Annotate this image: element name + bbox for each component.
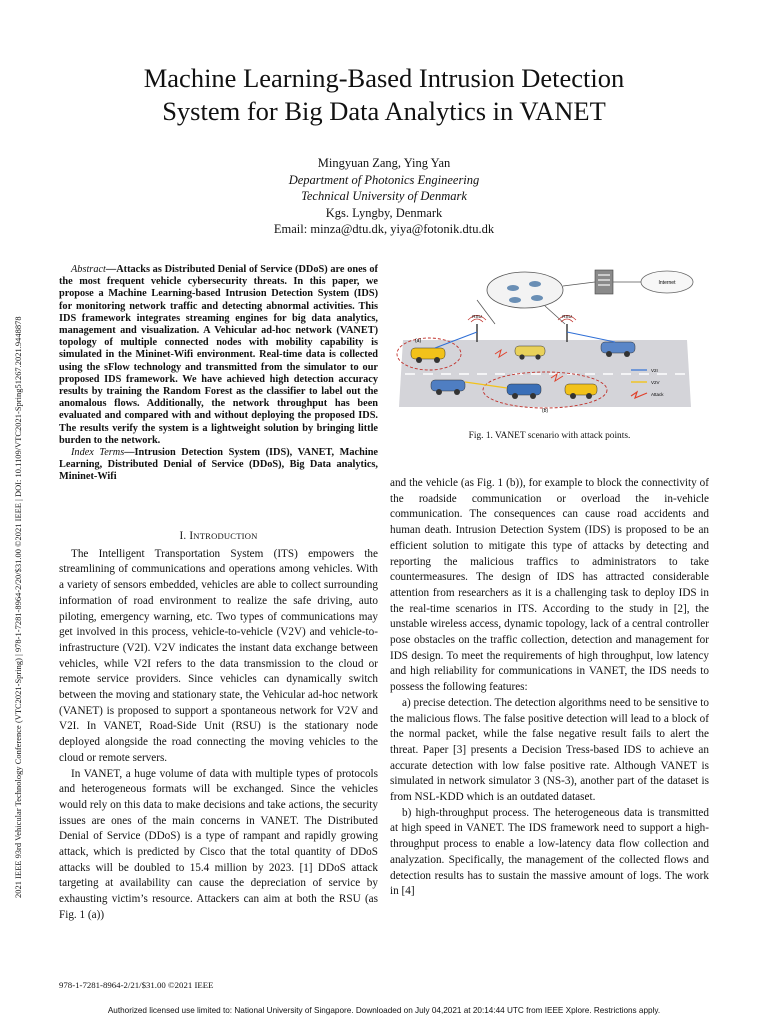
title-line-1: Machine Learning-Based Intrusion Detection — [143, 63, 625, 93]
section-rest: NTRODUCTION — [193, 531, 258, 541]
router-icon — [531, 295, 543, 301]
author-location: Kgs. Lyngby, Denmark — [325, 205, 443, 220]
author-email: Email: minza@dtu.dk, yiya@fotonik.dtu.dk — [273, 222, 495, 236]
abstract-body: —Attacks as Distributed Denial of Service (DDoS) are ones of the most frequent vehicle cybersecurity threats. In this paper, we propose a Machine Learning-based Intrusion Detection System (IDS) for monitoring network traffic and detecting abnormal activities. This IDS framework integrates streaming engines for big data analytics, management and visualization. A Vehicular ad-hoc network (VANET) topology of multiple connected nodes with mobility capability is simulated in the Mininet-Wifi environment. Real-time data is collected using the sFlow technology and transmitted from the simulator to our proposed IDS framework. We have achieved high detection accuracy results by training the Random Forest as the classifier to label out the anomalous flows. Additionally, the network throughput has been evaluated and compared with and without deploying the proposed IDS. The results verify the system is a lightweight solution by bringing little burden to the network. — [59, 264, 378, 446]
figure-caption: Fig. 1. VANET scenario with attack points. — [468, 431, 631, 441]
zone-a-label: (a) — [415, 338, 422, 344]
vanet-diagram — [395, 262, 709, 414]
author-names: Mingyuan Zang, Ying Yan — [317, 156, 451, 170]
left-column — [59, 526, 378, 924]
server-icon — [595, 270, 613, 294]
legend-v2i: V2I — [651, 368, 658, 373]
title-line-2: System for Big Data Analytics in VANET — [162, 96, 606, 126]
right-paragraph-2: a) precise detection. The detection algorithms need to be sensitive to the malicious flows. The false positive detection will lead to a block of the normal packet, while the false negative result fails to alert the threat. Paper [3] presents a Decision Tress-based IDS to achieve an accurate detection with low false positive rate. Although VANET is simulated in network simulator 3 (NS-3), another part of the dataset is from NSL-KDD which is an outdated dataset. — [390, 696, 709, 804]
legend-attack: Attack — [651, 392, 664, 397]
legend-v2v: V2V — [651, 380, 660, 385]
router-icon — [509, 297, 521, 303]
right-paragraph-3: b) high-throughput process. The heterogeneous data is transmitted at high speed in VANET. The IDS framework need to support a high-throughput process to enable a low-latency data flow collection and analyzation. Specifically, the management of the collected flows and detection results has to sustain the massive amount of logs. The work in [4] — [390, 806, 709, 898]
section-heading-introduction — [59, 529, 378, 545]
figure-vanet-scenario — [395, 262, 709, 414]
section-initial: I — [189, 530, 194, 542]
right-column — [390, 476, 709, 900]
core-network-cloud — [487, 272, 563, 308]
rsu-label: RSU — [472, 314, 482, 319]
abstract-block — [59, 264, 378, 484]
rsu-label: RSU — [562, 314, 572, 319]
copyright-footer: 978-1-7281-8964-2/21/$31.00 ©2021 IEEE — [59, 980, 214, 990]
index-terms-paragraph — [59, 447, 378, 484]
author-block — [60, 155, 708, 238]
author-department: Department of Photonics Engineering — [288, 172, 480, 187]
rsu-tower-left — [468, 314, 486, 342]
index-terms-lead: Index Terms — [71, 447, 125, 459]
index-terms-body: —Intrusion Detection System (IDS), VANET, Machine Learning, Distributed Denial of Service (DDoS), Big Data analytics, Mininet-Wifi — [59, 447, 378, 483]
router-icon — [529, 281, 541, 287]
link-line — [563, 282, 595, 286]
rsu-tower-right — [558, 314, 576, 342]
paper-title — [60, 62, 708, 128]
author-university: Technical University of Denmark — [301, 189, 467, 203]
side-doi-note — [0, 0, 23, 900]
router-icon — [507, 285, 519, 291]
left-paragraph-2: In VANET, a huge volume of data with multiple types of protocols and heterogeneous formats will be exchanged. Since the vehicles would rely on this data to make decisions and take actions, the security issues are ones of the main concerns in VANET. The Distributed Denial of Service (DDoS) is a type of rampant and rapidly growing attack, which is predicted by Cisco that the total quantity of DDoS attacks will be doubled to 15.4 million by 2023. [1] DDoS attack targeting at availability can cause the depreciation of service by exhausting victim’s resource. Attackers can aim at both the RSU (as Fig. 1 (a)) — [59, 767, 378, 921]
left-paragraph-1: The Intelligent Transportation System (ITS) empowers the streamlining of communications and operations among vehicles. With a variety of sensors embedded, vehicles are able to collect surrounding information of road environment to realize the safe driving, auto piloting, emergency warning, etc. Two types of communications may get involved in this process, vehicle-to-vehicle (V2V) and vehicle-to-infrastructure (V2I). V2V indicates the instant data exchange between vehicles, while V2I refers to the data transmission to the cloud or remote service providers. Since vehicles can dynamically switch between the moving and stationary state, the Vehicular ad-hoc network (VANET) is proposed to support a spontaneous network for V2V and V2I. In VANET, Road-Side Unit (RSU) is the stationary node deployed alongside the road connecting the moving vehicles to the cloud or remote servers. — [59, 547, 378, 764]
side-doi-text: 2021 IEEE 93rd Vehicular Technology Conference (VTC2021-Spring) | 978-1-7281-8964-2/20/$31.00 ©2021 IEEE | DOI: 10.1109/VTC2021-Spring51267.2021.9448878 — [14, 316, 23, 898]
zone-b-label: (b) — [541, 408, 549, 414]
license-footer: Authorized licensed use limited to: National University of Singapore. Downloaded on July 04,2021 at 20:14:44 UTC from IEEE Xplore. Restrictions apply. — [107, 1006, 661, 1015]
abstract-paragraph — [59, 264, 378, 447]
right-paragraph-1: and the vehicle (as Fig. 1 (b)), for example to block the connectivity of the roadside communication or overload the in-vehicle communication. The consequences can cause road accidents and human death. Intrusion Detection System (IDS) is proposed to be an efficient solution to mitigate this type of attacks by detecting and reporting the malicious traffics to administrators to take countermeasures. The design of IDS has attracted considerable attention from researchers as it is a challenging task to deploy IDS in the real-time scenarios in ITS. According to the study in [2], the unstable wireless access, dynamic topology, lack of a central controller pose obstacles on the traffic collection, detection and management for IDS design. To meet the requirements of high throughput, low latency and high reliability for communications in VANET, the IDS needs to possess the following features: — [390, 477, 709, 694]
internet-label: Internet — [658, 280, 676, 286]
section-number: I. — [179, 530, 190, 542]
abstract-lead: Abstract — [71, 264, 106, 275]
